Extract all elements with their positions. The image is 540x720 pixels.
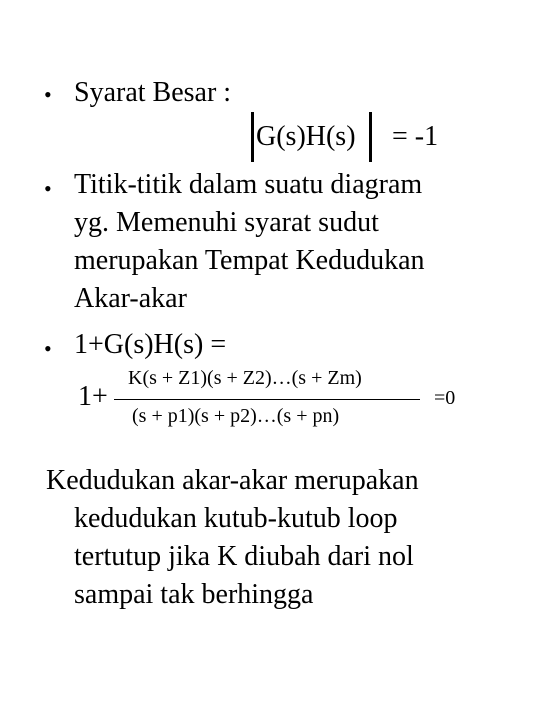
- abs-bar-right: [369, 112, 372, 162]
- fraction-denominator: (s + p1)(s + p2)…(s + pn): [132, 405, 340, 427]
- fraction-result: =0: [434, 387, 456, 409]
- fraction-numerator: K(s + Z1)(s + Z2)…(s + Zm): [128, 367, 362, 389]
- kesimpulan-line-1: Kedudukan akar-akar merupakan: [46, 465, 419, 496]
- titik-line-2: yg. Memenuhi syarat sudut: [74, 207, 379, 238]
- magnitude-rhs: = -1: [392, 121, 439, 152]
- titik-line-3: merupakan Tempat Kedudukan: [74, 245, 425, 276]
- titik-line-4: Akar-akar: [74, 283, 187, 314]
- abs-bar-left: [251, 112, 254, 162]
- bullet-persamaan: •: [44, 336, 52, 361]
- kesimpulan-line-3: tertutup jika K diubah dari nol: [74, 541, 414, 572]
- persamaan-label: 1+G(s)H(s) =: [74, 329, 227, 360]
- bullet-titik: •: [44, 176, 52, 201]
- kesimpulan-line-4: sampai tak berhingga: [74, 579, 314, 610]
- bullet-syarat: •: [44, 82, 52, 107]
- kesimpulan-line-2: kedudukan kutub-kutub loop: [74, 503, 398, 534]
- fraction-prefix: 1+: [78, 381, 108, 412]
- magnitude-lhs: G(s)H(s): [256, 121, 356, 152]
- titik-line-1: Titik-titik dalam suatu diagram: [74, 169, 423, 200]
- fraction-bar: [114, 399, 420, 400]
- syarat-besar-label: Syarat Besar :: [74, 77, 232, 108]
